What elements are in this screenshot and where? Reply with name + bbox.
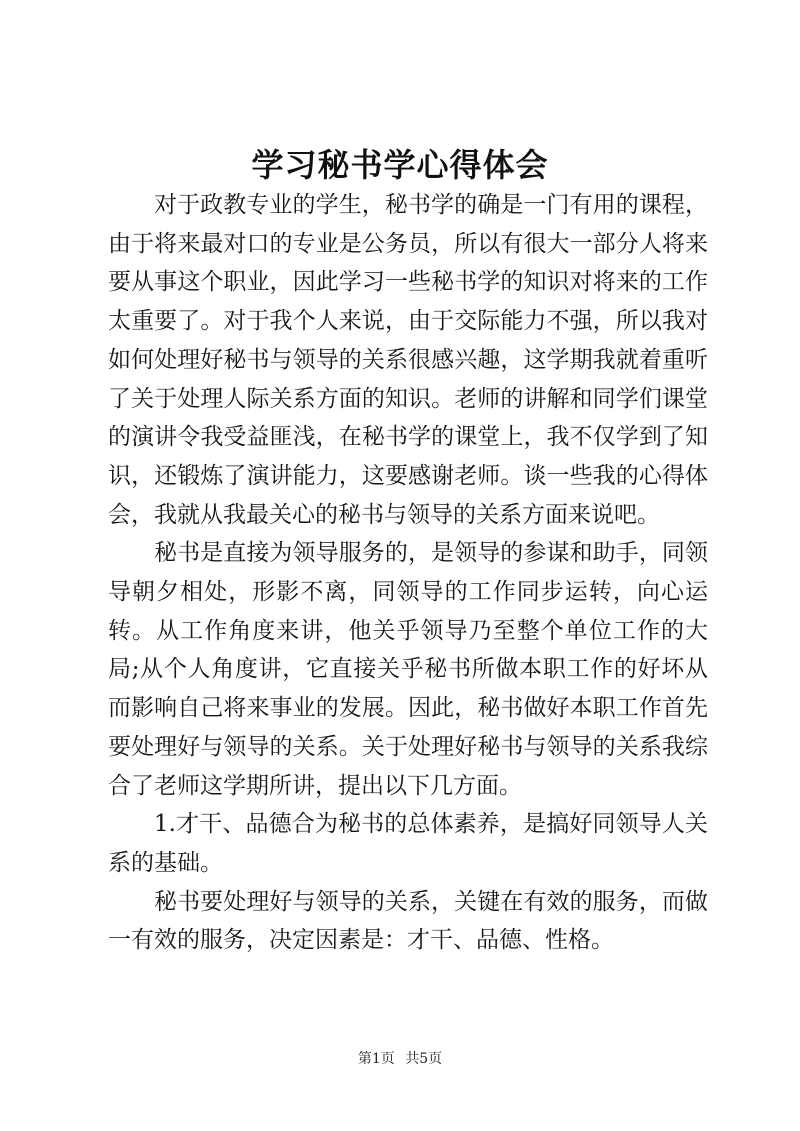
document-body	[108, 186, 708, 960]
paragraph-2: 秘书是直接为领导服务的，是领导的参谋和助手，同领导朝夕相处，形影不离，同领导的工作同步运转，向心运转。从工作角度来讲，他关乎领导乃至整个单位工作的大局;从个人角度讲，它直接关乎秘书所做本职工作的好坏从而影响自己将来事业的发展。因此，秘书做好本职工作首先要处理好与领导的关系。关于处理好秘书与领导的关系我综合了老师这学期所讲，提出以下几方面。	[108, 540, 708, 799]
paragraph-1: 对于政教专业的学生，秘书学的确是一门有用的课程，由于将来最对口的专业是公务员，所以有很大一部分人将来要从事这个职业，因此学习一些秘书学的知识对将来的工作太重要了。对于我个人来说，由于交际能力不强，所以我对如何处理好秘书与领导的关系很感兴趣，这学期我就着重听了关于处理人际关系方面的知识。老师的讲解和同学们课堂的演讲令我受益匪浅，在秘书学的课堂上，我不仅学到了知识，还锻炼了演讲能力，这要感谢老师。谈一些我的心得体会，我就从我最关心的秘书与领导的关系方面来说吧。	[108, 192, 708, 528]
page-number: 第1页	[357, 1051, 395, 1067]
page-footer	[0, 1048, 800, 1068]
paragraph-4: 秘书要处理好与领导的关系，关键在有效的服务，而做一有效的服务，决定因素是：才干、品德、性格。	[108, 888, 708, 954]
document-title: 学习秘书学心得体会	[251, 146, 549, 184]
paragraph-3: 1.才干、品德合为秘书的总体素养，是搞好同领导人关系的基础。	[108, 811, 708, 876]
page-total: 共5页	[405, 1051, 443, 1067]
